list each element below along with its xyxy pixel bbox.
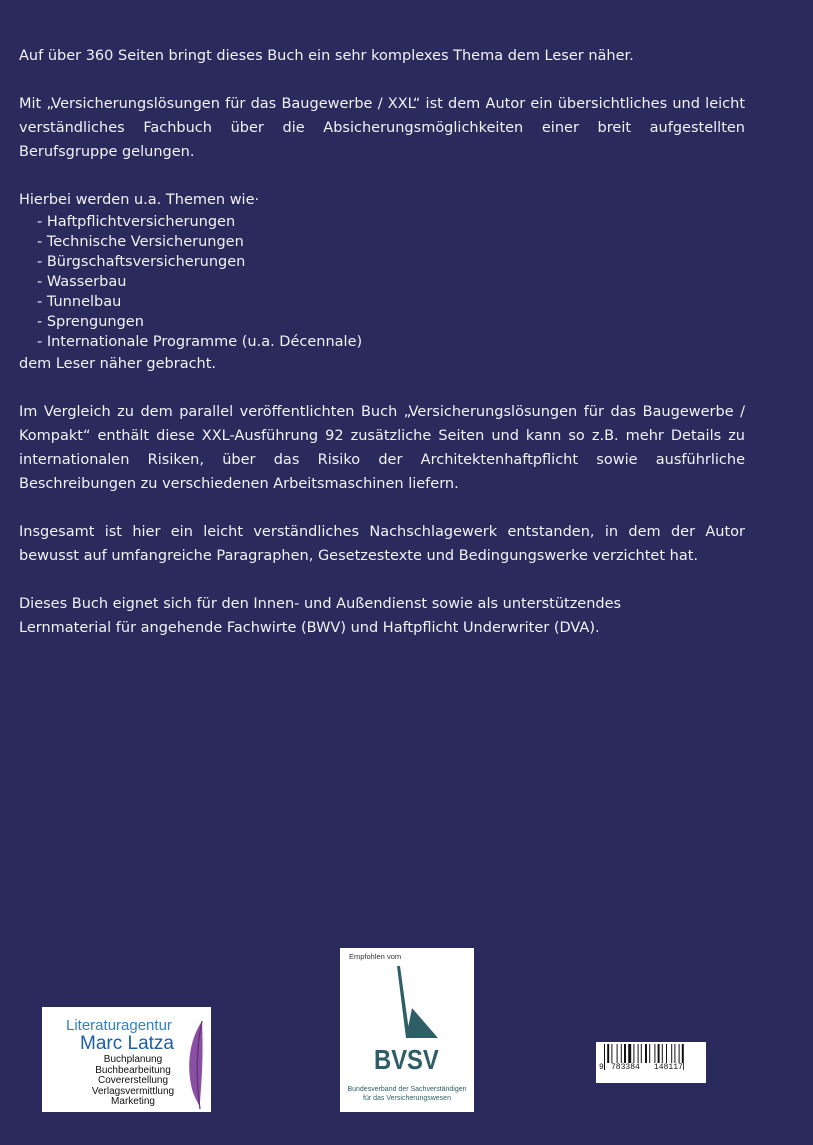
quill-icon (182, 1019, 208, 1111)
audience-line: Lernmaterial für angehende Fachwirte (BWV) und Haftpflicht Underwriter (DVA). (19, 620, 600, 636)
topics-list (19, 212, 745, 352)
bvsv-acronym: BVSV (374, 1044, 439, 1075)
barcode-bar (649, 1044, 650, 1063)
topic-item: - Technische Versicherungen (37, 234, 244, 250)
barcode-bar (645, 1044, 647, 1063)
agency-service: Covererstellung (97, 1075, 169, 1086)
topic-item: - Wasserbau (37, 274, 127, 290)
barcode-digit: 9 (599, 1063, 604, 1072)
barcode-bar (604, 1044, 605, 1070)
summary-paragraph: Mit „Versicherungslösungen für das Baugewerbe / XXL“ ist dem Autor ein übersichtliches und leicht verständliches Fachbuch über die Absicherungsmöglichkeiten einer breit aufgestellten Berufsgruppe gelungen. (19, 96, 745, 160)
reference-paragraph: Insgesamt ist hier ein leicht verständliches Nachschlagewerk entstanden, in dem der Autor bewusst auf umfangreiche Paragraphen, Gesetzestexte und Bedingungswerke verzichtet hat. (19, 524, 745, 564)
comparison-paragraph: Im Vergleich zu dem parallel veröffentlichten Buch „Versicherungslösungen für das Baugewerbe / Kompakt“ enthält diese XXL-Ausführung 92 zusätzliche Seiten und kann so z.B. mehr Details zu internationalen Risiken, über das Risiko der Architektenhaftpflicht sowie ausführliche Beschreibungen zu verschiedenen Arbeitsmaschinen liefern. (19, 404, 745, 492)
bvsv-full-name (346, 1085, 468, 1103)
audience-line: Dieses Buch eignet sich für den Innen- und Außendienst sowie als unterstützendes (19, 596, 622, 612)
agency-service: Marketing (111, 1096, 155, 1107)
barcode-bar (638, 1044, 639, 1063)
topic-item: - Tunnelbau (37, 294, 122, 310)
barcode-bar (633, 1044, 634, 1063)
bvsv-name-line: für das Versicherungswesen (363, 1095, 451, 1102)
barcode-bar (666, 1044, 667, 1063)
barcode-bar (679, 1044, 680, 1063)
barcode-bar (654, 1044, 655, 1063)
topic-item: - Internationale Programme (u.a. Décennale) (37, 334, 363, 350)
topics-outro: dem Leser näher gebracht. (19, 356, 217, 372)
topics-section (19, 188, 745, 376)
barcode-bar (641, 1044, 642, 1063)
intro-paragraph: Auf über 360 Seiten bringt dieses Buch ein sehr komplexes Thema dem Leser näher. (19, 48, 634, 64)
barcode-bar (662, 1044, 663, 1063)
isbn-barcode (596, 1042, 706, 1083)
barcode-digits: 148117 (654, 1063, 683, 1072)
bvsv-logo (340, 948, 474, 1112)
recommended-label: Empfohlen vom (349, 952, 402, 961)
bvsv-checkmark-icon (340, 948, 474, 1048)
topics-intro: Hierbei werden u.a. Themen wie· (19, 192, 260, 208)
barcode-bar (628, 1044, 631, 1063)
barcode-bar (621, 1044, 622, 1063)
barcode-bar (624, 1044, 626, 1063)
back-cover-text (19, 44, 745, 664)
agency-service: Buchbearbeitung (95, 1064, 171, 1076)
barcode-bar (607, 1044, 609, 1063)
topic-item: - Bürgschaftsversicherungen (37, 254, 246, 270)
agency-name: Marc Latza (80, 1033, 174, 1054)
barcode-bar (617, 1044, 618, 1063)
barcode-bar (658, 1044, 660, 1063)
audience-paragraph (19, 592, 745, 640)
barcode-bar (671, 1044, 672, 1063)
agency-title: Literaturagentur (66, 1017, 172, 1034)
agency-services (78, 1055, 188, 1108)
literary-agency-logo (42, 1007, 211, 1112)
bvsv-name-line: Bundesverband der Sachverständigen (347, 1086, 467, 1093)
agency-service: Verlagsvermittlung (91, 1085, 175, 1097)
barcode-digits: 783384 (611, 1063, 640, 1072)
agency-service: Buchplanung (103, 1054, 163, 1065)
topic-item: - Sprengungen (37, 314, 144, 330)
topic-item: - Haftpflichtversicherungen (37, 214, 236, 230)
barcode-bar (611, 1044, 612, 1063)
barcode-bar (674, 1044, 675, 1063)
